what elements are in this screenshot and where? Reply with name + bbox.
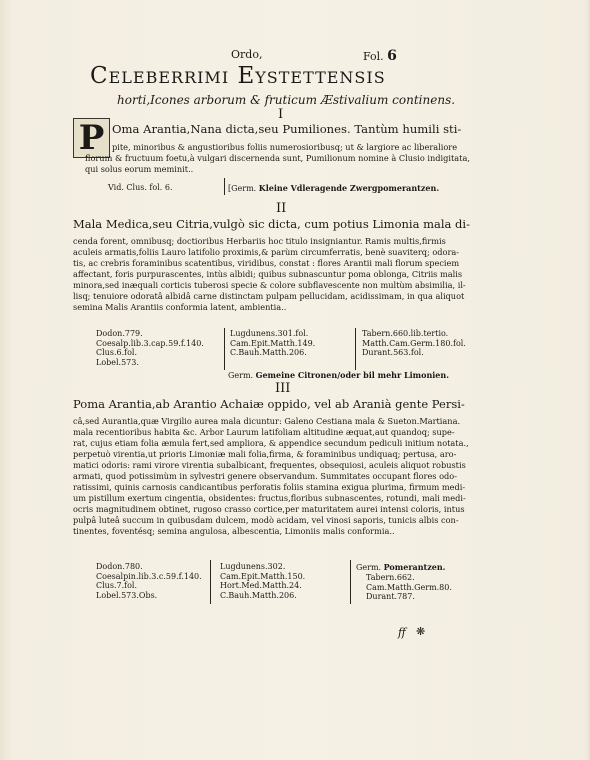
- germ-text: Gemeine Citronen/oder bil mehr Limonien.: [255, 370, 449, 380]
- header-ordo: Ordo,: [231, 48, 263, 61]
- section2-line-5: affectant, foris purpurascentes, intùs albidi; quibus subnascuntur poma oblonga, Citriis malis: [73, 269, 463, 279]
- section2-refs-col2: [230, 329, 315, 358]
- section1-line-3: florum & fructuum foetu,à vulgari discernenda sunt, Pumilionum nomine à Clusio indigitata,: [85, 153, 470, 163]
- refs-divider: [210, 560, 211, 604]
- ref-entry: Tabern.660.lib.tertio.: [362, 329, 449, 338]
- section2-line-1: Mala Medica,seu Citria,vulgò sic dicta, cum potius Limonia mala di-: [73, 217, 470, 231]
- section1-citation: Vid. Clus. fol. 6.: [108, 183, 173, 192]
- germ-text: Kleine Vdleragende Zwergpomerantzen.: [258, 183, 440, 193]
- section1-line-4: qui solus eorum meminit..: [85, 164, 194, 174]
- germ-prefix: Germ.: [228, 371, 254, 380]
- ref-entry: Durant.563.fol.: [362, 348, 424, 358]
- section2-line-3: aculeis armatis,foliis Lauro latifolio proximis,& parùm circumferratis, benè suaviterq; odora-: [73, 247, 460, 257]
- section3-line-5: perpetuò virentia,ut prioris Limoniæ mali folia,firma, & foraminibus undiquaq; pertusa, aro-: [73, 449, 457, 459]
- section3-line-11: pulpâ luteâ succum in quibusdam dulcem, modò acidam, vel vinosi saporis, tunicis albis con-: [73, 515, 459, 525]
- ref-entry: Coesalp.lib.3.cap.59.f.140.: [96, 338, 204, 348]
- ref-entry: Clus.6.fol.: [96, 348, 137, 358]
- refs-divider: [224, 328, 225, 370]
- section3-line-4: rat, cujus etiam folia æmula fert,sed ampliora, & appendice secundum pediculi initium notata.,: [73, 438, 469, 448]
- section3-refs-col1: [96, 562, 202, 600]
- section3-line-9: um pistillum exertum cingentia, obsidentes: fructus,floribus subnascentes, rotundi, mali medi-: [73, 493, 466, 503]
- ref-entry: Matth.Cam.Germ.180.fol.: [362, 338, 466, 348]
- signature-mark: ff: [398, 626, 406, 639]
- ref-entry: Clus.7.fol.: [96, 581, 137, 591]
- section2-line-7: lisq; tenuiore odoratâ albidâ carne distinctam pulpam pellucidam, acidissimam, in qua aliquot: [73, 291, 465, 301]
- refs-divider: [355, 328, 356, 370]
- ref-entry: Lugdunens.302.: [220, 562, 286, 571]
- ref-entry: Lobel.573.: [96, 357, 139, 367]
- ref-entry: C.Bauh.Matth.206.: [220, 590, 297, 600]
- section2-line-6: minora,sed inæquali corticis tuberosi specie & colore subflavescente non multùm absimilia, il-: [73, 280, 466, 290]
- germ-text: Pomerantzen.: [383, 562, 446, 572]
- section3-refs-col2: [220, 562, 305, 600]
- section2-line-8: semina Malis Arantiis conformia latent, ambientia..: [73, 302, 287, 312]
- section3-line-2: câ,sed Aurantia,quæ Virgilio aurea mala dicuntur: Galeno Cestiana mala & Sueton.Martiana.: [73, 416, 461, 426]
- section3-line-6: matici odoris: rami virore virentia subalbicant, frequentes, obsequiosi, aculeis aliquot robustis: [73, 460, 466, 470]
- section1-line-1: Oma Arantia,Nana dicta,seu Pumiliones. Tantùm humili sti-: [112, 122, 462, 136]
- section3-german-name: [356, 562, 445, 572]
- page-title: Celeberrimi Eystettensis: [90, 63, 386, 89]
- ref-entry: Durant.787.: [366, 592, 415, 602]
- section3-line-7: armati, quod potissimùm in sylvestri genere observandum. Summitates occupant flores odo-: [73, 471, 457, 481]
- ref-entry: Dodon.779.: [96, 329, 143, 338]
- section-numeral-3: III: [275, 381, 291, 396]
- section2-refs-col3: [362, 329, 466, 358]
- ref-entry: Cam.Epit.Matth.149.: [230, 338, 316, 348]
- header-folio: [363, 48, 397, 64]
- section-numeral-1: I: [278, 107, 284, 122]
- drop-cap: P: [73, 118, 110, 158]
- section2-refs-col1: [96, 329, 204, 367]
- germ-prefix: [Germ.: [228, 184, 257, 193]
- ref-entry: Hort.Med.Matth.24.: [220, 581, 302, 591]
- ornament-icon: ❋: [416, 625, 426, 638]
- section1-line-2: pite, minoribus & angustioribus foliis numerosioribusq; ut & largiore ac liberaliore: [112, 142, 458, 152]
- refs-divider: [350, 560, 351, 604]
- ref-entry: Lobel.573.Obs.: [96, 590, 158, 600]
- page-subtitle: horti,Icones arborum & fruticum Æstivalium continens.: [117, 93, 456, 107]
- folio-label: Fol.: [363, 50, 384, 63]
- section3-refs-col3: [366, 573, 452, 602]
- ref-entry: C.Bauh.Matth.206.: [230, 348, 307, 358]
- folio-number: 6: [387, 48, 397, 64]
- section3-line-1: Poma Arantia,ab Arantio Achaiæ oppido, vel ab Aranià gente Persi-: [73, 397, 465, 411]
- section3-line-12: tinentes, foventésq; semina angulosa, albescentia, Limoniis malis conformia..: [73, 526, 395, 536]
- ref-entry: Cam.Epit.Matth.150.: [220, 571, 306, 581]
- germ-prefix: Germ.: [356, 563, 382, 572]
- section2-line-2: cenda forent, omnibusq; doctioribus Herbariis hoc titulo insigniantur. Ramis multis,firmis: [73, 236, 446, 246]
- section2-german-name: [228, 370, 449, 380]
- section3-line-10: ocris magnitudinem obtinet, rugoso crasso cortice,per maturitatem aurei intensi coloris, intus: [73, 504, 465, 514]
- ref-entry: Dodon.780.: [96, 562, 143, 571]
- ref-entry: Tabern.662.: [366, 573, 415, 582]
- ref-entry: Coesalpin.lib.3.c.59.f.140.: [96, 571, 202, 581]
- citation-divider: [224, 178, 225, 195]
- section3-line-8: ratissimi, quinis carnosis candicantibus perforatis foliis stamina exigua plurima, firmum medi-: [73, 482, 466, 492]
- section1-german-name: [228, 183, 439, 193]
- ref-entry: Lugdunens.301.fol.: [230, 329, 309, 338]
- section2-line-4: tis, ac crebris foraminibus scatentibus, viridibus, constat : flores Arantii mali florum speciem: [73, 258, 460, 268]
- ref-entry: Cam.Matth.Germ.80.: [366, 582, 452, 592]
- section3-line-3: mala recentioribus habita &c. Arbor Laurum latifoliam altitudine æquat,aut quandoq; supe-: [73, 427, 455, 437]
- section-numeral-2: II: [276, 201, 287, 216]
